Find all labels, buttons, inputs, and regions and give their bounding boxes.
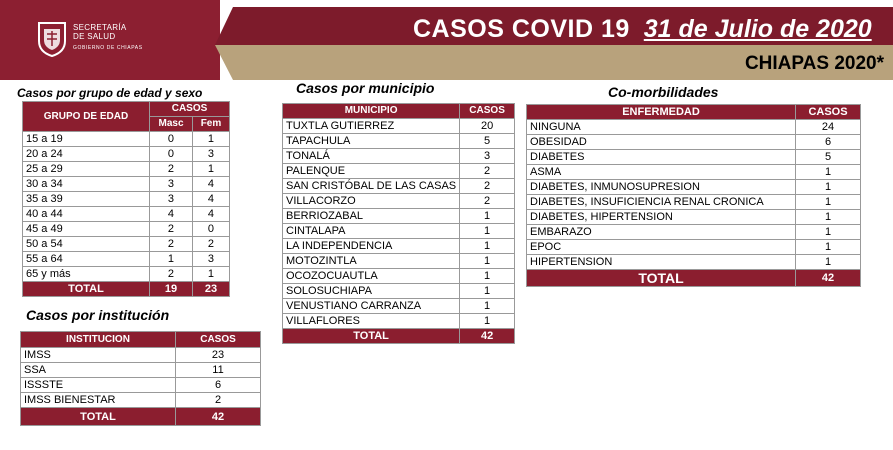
masc-cell: 2: [150, 267, 193, 282]
table-row: [527, 210, 861, 225]
col-age-group: GRUPO DE EDAD: [23, 102, 150, 132]
table-row: [23, 252, 230, 267]
total-value: 42: [176, 408, 261, 426]
col-cases: CASOS: [460, 104, 515, 119]
age-group-cell: 30 a 34: [23, 177, 150, 192]
age-group-cell: 50 a 54: [23, 237, 150, 252]
table-row: [527, 195, 861, 210]
disease-name-cell: EPOC: [527, 240, 796, 255]
institution-name-cell: IMSS: [21, 348, 176, 363]
fem-cell: 2: [192, 237, 229, 252]
table-row: [283, 284, 515, 299]
table-row: [283, 254, 515, 269]
col-municipality: MUNICIPIO: [283, 104, 460, 119]
fem-cell: 3: [192, 252, 229, 267]
agency-brand: [0, 0, 220, 80]
age-group-cell: 65 y más: [23, 267, 150, 282]
table-row: [283, 179, 515, 194]
table-row: [23, 207, 230, 222]
fem-cell: 4: [192, 207, 229, 222]
municipality-cases-cell: 1: [460, 209, 515, 224]
agency-line-3: GOBIERNO DE CHIAPAS: [73, 45, 143, 51]
municipality-name-cell: VILLACORZO: [283, 194, 460, 209]
total-label: TOTAL: [283, 329, 460, 344]
municipality-cases-cell: 3: [460, 149, 515, 164]
institution-cases-cell: 11: [176, 363, 261, 378]
table-row: [283, 239, 515, 254]
table-row: [23, 222, 230, 237]
municipality-name-cell: VENUSTIANO CARRANZA: [283, 299, 460, 314]
disease-cases-cell: 1: [796, 210, 861, 225]
municipality-name-cell: PALENQUE: [283, 164, 460, 179]
table-row: [283, 269, 515, 284]
institution-total-row: [21, 408, 261, 426]
municipality-name-cell: BERRIOZABAL: [283, 209, 460, 224]
municipality-cases-cell: 2: [460, 164, 515, 179]
table-row: [527, 255, 861, 270]
disease-cases-cell: 1: [796, 165, 861, 180]
col-institution: INSTITUCION: [21, 332, 176, 348]
municipality-cases-cell: 1: [460, 224, 515, 239]
institution-name-cell: ISSSTE: [21, 378, 176, 393]
disease-cases-cell: 6: [796, 135, 861, 150]
table-row: [23, 147, 230, 162]
municipality-cases-cell: 2: [460, 194, 515, 209]
institution-cases-cell: 6: [176, 378, 261, 393]
table-row: [21, 393, 261, 408]
table-row: [21, 348, 261, 363]
col-cases: CASOS: [176, 332, 261, 348]
masc-cell: 4: [150, 207, 193, 222]
municipality-name-cell: OCOZOCUAUTLA: [283, 269, 460, 284]
table-row: [527, 180, 861, 195]
comorbidity-total-row: [527, 270, 861, 287]
age-group-cell: 45 a 49: [23, 222, 150, 237]
disease-name-cell: DIABETES, INSUFICIENCIA RENAL CRONICA: [527, 195, 796, 210]
municipality-name-cell: MOTOZINTLA: [283, 254, 460, 269]
table-row: [527, 225, 861, 240]
disease-cases-cell: 5: [796, 150, 861, 165]
municipality-section-title: Casos por municipio: [296, 80, 435, 96]
col-cases: CASOS: [796, 105, 861, 120]
disease-cases-cell: 1: [796, 195, 861, 210]
agency-line-2: DE SALUD: [73, 32, 116, 41]
disease-name-cell: DIABETES, INMUNOSUPRESION: [527, 180, 796, 195]
fem-cell: 1: [192, 162, 229, 177]
masc-cell: 1: [150, 252, 193, 267]
disease-name-cell: DIABETES: [527, 150, 796, 165]
disease-cases-cell: 1: [796, 225, 861, 240]
disease-cases-cell: 1: [796, 180, 861, 195]
table-row: [527, 135, 861, 150]
masc-cell: 0: [150, 147, 193, 162]
fem-cell: 4: [192, 192, 229, 207]
municipality-name-cell: SAN CRISTÓBAL DE LAS CASAS: [283, 179, 460, 194]
region-subtitle: CHIAPAS 2020*: [744, 53, 884, 74]
masc-cell: 3: [150, 192, 193, 207]
col-masc: Masc: [150, 117, 193, 132]
table-row: [23, 132, 230, 147]
municipality-name-cell: TUXTLA GUTIERREZ: [283, 119, 460, 134]
table-row: [283, 134, 515, 149]
header-banner: [0, 0, 893, 80]
table-row: [283, 209, 515, 224]
table-row: [23, 177, 230, 192]
table-row: [527, 120, 861, 135]
municipality-cases-cell: 1: [460, 314, 515, 329]
table-row: [23, 162, 230, 177]
municipality-cases-cell: 2: [460, 179, 515, 194]
total-label: TOTAL: [23, 282, 150, 297]
disease-name-cell: EMBARAZO: [527, 225, 796, 240]
table-row: [527, 150, 861, 165]
age-group-cell: 40 a 44: [23, 207, 150, 222]
table-row: [23, 192, 230, 207]
table-row: [23, 237, 230, 252]
report-date: 31 de Julio de 2020: [643, 15, 872, 43]
fem-cell: 0: [192, 222, 229, 237]
disease-cases-cell: 1: [796, 240, 861, 255]
disease-name-cell: DIABETES, HIPERTENSION: [527, 210, 796, 225]
municipality-cases-cell: 1: [460, 284, 515, 299]
municipality-name-cell: SOLOSUCHIAPA: [283, 284, 460, 299]
municipality-name-cell: VILLAFLORES: [283, 314, 460, 329]
fem-cell: 1: [192, 267, 229, 282]
table-row: [283, 194, 515, 209]
disease-name-cell: NINGUNA: [527, 120, 796, 135]
masc-cell: 2: [150, 222, 193, 237]
municipality-cases-cell: 5: [460, 134, 515, 149]
masc-cell: 0: [150, 132, 193, 147]
age-group-cell: 15 a 19: [23, 132, 150, 147]
total-value: 42: [460, 329, 515, 344]
age-group-cell: 55 a 64: [23, 252, 150, 267]
table-row: [21, 363, 261, 378]
table-row: [283, 299, 515, 314]
institution-table: [20, 331, 261, 426]
age-sex-table: [22, 101, 230, 297]
title-text: CASOS COVID 19: [413, 15, 630, 43]
table-row: [283, 149, 515, 164]
table-row: [283, 164, 515, 179]
total-label: TOTAL: [527, 270, 796, 287]
municipality-cases-cell: 1: [460, 269, 515, 284]
municipality-name-cell: TONALÁ: [283, 149, 460, 164]
municipality-name-cell: TAPACHULA: [283, 134, 460, 149]
table-row: [527, 165, 861, 180]
age-group-cell: 20 a 24: [23, 147, 150, 162]
age-group-cell: 25 a 29: [23, 162, 150, 177]
table-row: [283, 224, 515, 239]
institution-name-cell: SSA: [21, 363, 176, 378]
age-sex-section-title: Casos por grupo de edad y sexo: [17, 86, 203, 100]
municipality-table: [282, 103, 515, 344]
institution-cases-cell: 2: [176, 393, 261, 408]
col-cases: CASOS: [150, 102, 230, 117]
municipality-cases-cell: 1: [460, 239, 515, 254]
municipality-name-cell: CINTALAPA: [283, 224, 460, 239]
age-sex-total-row: [23, 282, 230, 297]
disease-name-cell: OBESIDAD: [527, 135, 796, 150]
comorbidity-section-title: Co-morbilidades: [608, 84, 719, 100]
col-disease: ENFERMEDAD: [527, 105, 796, 120]
municipality-name-cell: LA INDEPENDENCIA: [283, 239, 460, 254]
fem-cell: 3: [192, 147, 229, 162]
comorbidity-table: [526, 104, 861, 287]
fem-cell: 4: [192, 177, 229, 192]
municipality-total-row: [283, 329, 515, 344]
total-fem: 23: [192, 282, 229, 297]
state-shield-icon: [37, 21, 67, 57]
table-row: [21, 378, 261, 393]
municipality-cases-cell: 20: [460, 119, 515, 134]
disease-cases-cell: 24: [796, 120, 861, 135]
agency-name: [73, 23, 143, 53]
col-fem: Fem: [192, 117, 229, 132]
disease-cases-cell: 1: [796, 255, 861, 270]
table-row: [283, 314, 515, 329]
footer-space: [0, 432, 893, 450]
age-group-cell: 35 a 39: [23, 192, 150, 207]
institution-name-cell: IMSS BIENESTAR: [21, 393, 176, 408]
total-masc: 19: [150, 282, 193, 297]
institution-section-title: Casos por institución: [26, 307, 170, 323]
table-row: [527, 240, 861, 255]
fem-cell: 1: [192, 132, 229, 147]
table-row: [23, 267, 230, 282]
municipality-cases-cell: 1: [460, 299, 515, 314]
table-row: [283, 119, 515, 134]
total-label: TOTAL: [21, 408, 176, 426]
masc-cell: 2: [150, 237, 193, 252]
masc-cell: 3: [150, 177, 193, 192]
agency-line-1: SECRETARÍA: [73, 23, 127, 32]
institution-cases-cell: 23: [176, 348, 261, 363]
masc-cell: 2: [150, 162, 193, 177]
municipality-cases-cell: 1: [460, 254, 515, 269]
page-title: [413, 15, 872, 44]
disease-name-cell: HIPERTENSION: [527, 255, 796, 270]
total-value: 42: [796, 270, 861, 287]
disease-name-cell: ASMA: [527, 165, 796, 180]
